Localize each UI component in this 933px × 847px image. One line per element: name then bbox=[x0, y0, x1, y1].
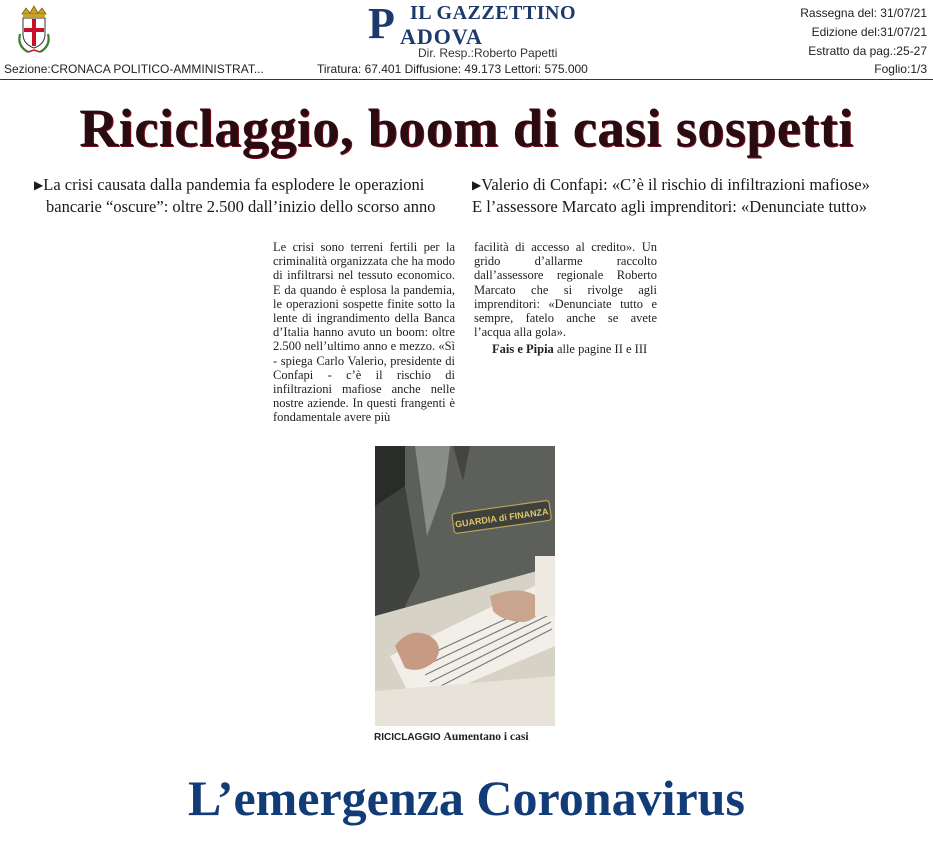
edizione-date: Edizione del:31/07/21 bbox=[811, 25, 927, 39]
body-text-1: Le crisi sono terreni fertili per la criminalità organizzata che ha modo di infiltrarsi nel tessuto economico. E da quando è esplosa la pandemia, le operazioni sospette finite sotto la lente di ingrandimento della Banca d’Italia hanno avuto un boom: oltre 2.500 nell’ultimo anno e mezzo. «Sì - spiega Carlo Valerio, presidente di Confapi - c’è il rischio di infiltrazioni mafiose anche nelle nostre aziende. In questi frangenti è fondamentale avere più bbox=[273, 240, 455, 425]
director-line: Dir. Resp.:Roberto Papetti bbox=[418, 46, 558, 60]
pages-text: alle pagine II e III bbox=[553, 342, 648, 357]
body-text-2: facilità di accesso al credito». Un grido d’allarme raccolto dall’assessore regionale Roberto Marcato che si rivolge agli imprenditori: «Denunciate tutto e sempre, fatelo anche se avete l’acqua alla gola». bbox=[474, 240, 657, 340]
photo-illustration bbox=[375, 446, 555, 726]
masthead-initial: P bbox=[368, 0, 395, 48]
body-column-1 bbox=[273, 240, 455, 425]
body-column-2 bbox=[474, 240, 657, 357]
circulation-stats: Tiratura: 67.401 Diffusione: 49.173 Lettori: 575.000 bbox=[317, 62, 588, 76]
foglio-count: Foglio:1/3 bbox=[874, 62, 927, 76]
subhead-left-1: ▶La crisi causata dalla pandemia fa esplodere le operazioni bbox=[34, 175, 425, 194]
section-title: L’emergenza Coronavirus bbox=[188, 770, 745, 826]
photo-caption bbox=[374, 731, 529, 743]
authors: Fais e Pipia bbox=[492, 342, 554, 357]
section-label: Sezione:CRONACA POLITICO-AMMINISTRAT... bbox=[4, 62, 264, 76]
subhead-right-1: ▶Valerio di Confapi: «C’è il rischio di infiltrazioni mafiose» bbox=[472, 175, 870, 194]
header-divider bbox=[0, 79, 933, 80]
rassegna-date: Rassegna del: 31/07/21 bbox=[800, 6, 927, 20]
headline: Riciclaggio, boom di casi sospetti bbox=[79, 98, 854, 158]
page-reference bbox=[474, 342, 657, 356]
caption-text: Aumentano i casi bbox=[443, 731, 529, 743]
svg-text:GUARDIA di FINANZA: GUARDIA di FINANZA bbox=[454, 506, 550, 530]
masthead-title: IL GAZZETTINO bbox=[410, 2, 577, 24]
caption-kicker: RICICLAGGIO bbox=[374, 732, 441, 743]
arrow-right-icon: ▶ bbox=[472, 178, 482, 192]
estratto-pages: Estratto da pag.:25-27 bbox=[808, 44, 927, 58]
article-photo bbox=[375, 446, 555, 726]
arrow-right-icon: ▶ bbox=[34, 178, 44, 192]
subhead-right-2: E l’assessore Marcato agli imprenditori: «Denunciate tutto» bbox=[472, 197, 867, 216]
padova-crest-icon bbox=[14, 4, 54, 56]
masthead-city: ADOVA bbox=[400, 24, 483, 49]
subhead-left-2: bancarie “oscure”: oltre 2.500 dall’inizio dello scorso anno bbox=[46, 197, 436, 216]
